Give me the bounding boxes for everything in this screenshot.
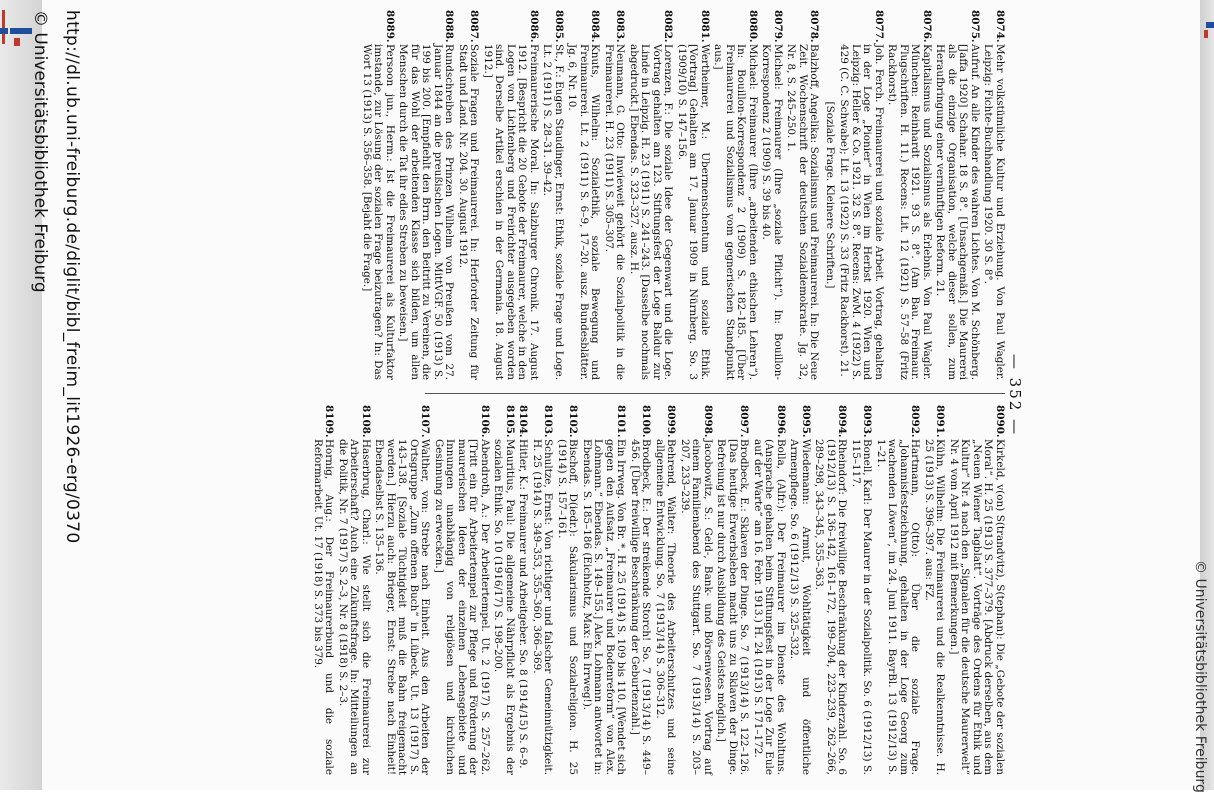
- entry-text: Walther, von: Strebe nach Einheit. Aus den Arbeiten der Ortsgruppe „Zum offenen Buch“ in Lübeck. Ut. 13 (1917) S. 143–138. [Soziale Tüchtigkeit muß die Bahn freigemacht werden.] Hierzu auch: Brieger, Ernst: Strebe nach Einheit! Ebendaselbst S. 135–136.: [373, 439, 432, 775]
- entry-number: 8089.: [384, 10, 396, 43]
- bibliography-entry: [679, 405, 714, 775]
- entry-text: Rundschreiben des Prinzen Wilhelm von Preußen vom 27. Januar 1844 an die preußischen Logen. MittVGF. 50 (1913) S. 199 bis 200. [Empfiehlt den Brrn. den Beitritt zu Vereinen, die für das Wohl der arbeitenden Klasse sich bilden, um allen Menschen durch die Tat ihr edles Streben zu beweisen.]: [397, 44, 456, 380]
- section-heading: [824, 10, 836, 380]
- column-divider: [425, 393, 1005, 394]
- entry-text: Ein Irrweg. Von Br. *. H. 25 (1914) S. 109 bis 110. [Wendet sich gegen den Aufsatz „Freimaurer und Bodenreform“ von Alex. Lohmann.“ Ebendas. S. 149–155.] Alex. Lohmann antwortet in: Ebendas. S. 185–186 (Eichholtz, Max: Ein Irrweg!).: [581, 439, 628, 775]
- entry-number: 8087.: [468, 10, 481, 43]
- entry-text: Wertheimer, M.: Ubermenschentum und soziale Ethik. [Vortrag] Gehalten am 17. Januar 1909 in Nürnberg. So. 3 (1909/10) S. 147–156.: [676, 44, 711, 380]
- entry-text: Hornig, Aug.: Der Freimaurerbund und die soziale Reformarbeit. Ut. 17 (1918) S. 373 bis 379.: [312, 439, 336, 775]
- entry-text: Balzhoff, Angelika: Sozialismus und Freimaurerei. In: Die Neue Zeit. Wochenschrift der deutschen Sozialdemokratie. Jg. 32, Nr. 8, S. 245–250. 1.: [785, 44, 821, 380]
- entry-text: Freimaurerische Moral. In: Salzburger Chronik. 17. August 1912. [Bespricht die 20 Gebote der Freimaurer, welche in den Logen von Lichtenberg und Freirichter ausgegeben worden sind. Derselbe Artikel erschien in der Germania. 18. August 1912.]: [482, 44, 540, 380]
- bibliography-entry: [923, 405, 946, 775]
- bibliography-entry: [517, 405, 529, 775]
- bibliography-entry: [760, 10, 783, 380]
- entry-number: 8092.: [909, 405, 922, 438]
- bibliography-entry: [457, 10, 480, 380]
- entry-number: 8094.: [836, 405, 849, 438]
- entry-number: 8081.: [699, 10, 711, 43]
- entry-number: 8074.: [994, 10, 1006, 43]
- bibliography-entry: [312, 405, 335, 775]
- entry-text: Abendroth, A.: Der Arbeitertempel. Ut. 2 (1917) S. 257–262. [Tritt ein für Arbeitertempel zur Pflege und Förderung der maurerischen Ideen der einzelnen Lebensgebiete und Innungen unabhängig von religiösen und kirchlichen Gesinnung zu erwecken.]: [433, 439, 491, 775]
- bibliography-entry: [603, 10, 626, 380]
- bibliography-entry: [948, 405, 1006, 775]
- entry-text: Haserbrug, Charl.: Wie stellt sich die Freimaurerei zur Arbeiterschaft? Auch eine Zukunftsfrage. In: Mitteilungen an die Politik, Nr. 7 (1917) S. 2–3, Nr. 8 (1918) S. 2–3.: [337, 439, 372, 775]
- bibliography-entry: [715, 405, 750, 775]
- entry-number: 8105.: [504, 405, 516, 438]
- entry-text: Mauritius, Paul: Die allgemeine Nährpflicht als Ergebnis der sozialen Ethik. So. 10 (1916/17) S. 198–200.: [492, 439, 516, 775]
- entry-text: Hitler, K.: Freimaurer und Arbeitgeber. So. 8 (1914/15) S. 6–9.: [517, 439, 530, 769]
- bibliography-entry: [373, 405, 431, 775]
- bibliography-entry: [982, 10, 1005, 380]
- entry-number: 8082.: [662, 10, 675, 43]
- entry-text: Behrend, Walter: Theorie des Arbeiterschutzes und seine allgemeine Entwicklung. So. 7 (1913/14) S. 306–312.: [654, 439, 678, 775]
- source-url[interactable]: http://dl.ub.uni-freiburg.de/diglit/bibl_freim_lit1926-erg/0370: [62, 10, 82, 544]
- right-column: [75, 405, 1005, 775]
- entry-text: Neumann, G. Otto: Inwieweit gehört die Sozialpolitik in die Freimaurerei. H. 23 (1911) S. 305–307.: [603, 44, 627, 380]
- entry-text: Bonell, Karl: Der Maurer in der Sozialpolitik. So. 6 (1912/13) S. 115–117.: [850, 439, 874, 775]
- entry-text: Soziale Fragen und Freimaurerei. In: Herforder Zeitung für Stadt und Land. Nr. 204. 30. August 1912.: [457, 44, 481, 380]
- bibliography-entry: [628, 10, 674, 380]
- bibliography-entry: [875, 405, 921, 775]
- entry-number: 8088.: [443, 10, 456, 43]
- bibliography-entry: [654, 405, 677, 775]
- bibliography-entry: [337, 405, 372, 775]
- entry-text: Michael: Freimaurer (Ihre „arbeitenden ethischen Lehren“). In: Bouillon-Korrespondenz 2 (1909) S. 182–185. [Über Freimaurerei und Sozialismus vom gegnerischen Standpunkt aus.]: [712, 44, 759, 380]
- bibliography-entry: [397, 10, 455, 380]
- bibliography-entry: [838, 10, 884, 380]
- bibliography-entry: [886, 10, 932, 380]
- entry-number: 8109.: [323, 405, 336, 438]
- entry-number: 8085.: [553, 10, 565, 43]
- page-number: — 352 —: [1006, 353, 1024, 437]
- entry-number: 8077.: [873, 10, 885, 43]
- entry-text: Knuts, Wilhelm: Sozialethik, soziale Bewegung und Freimaurerei. Lt. 2 (1911) S. 6–9, 17–20. ausz. Bundesblätter. Jg. 6, Nr. 10.: [566, 44, 602, 380]
- entry-text: Bischoff, D(iedr.): Sakularismus und Sozialreligion. H. 25 (1914) S. 157–161.: [556, 439, 580, 775]
- entry-number: 8095.: [800, 405, 812, 438]
- entry-text: Aufruf. An alle Kinder des wahren Lichtes. Von M. Schönberg. [Jaffa 1920] Schahar. 18 S. 8°. [Unsachgemäß.] Die Maurerei als die einzige Organisation, welche dieser sollen, zum Heraufbringung einer vernünftigen Reform. 21.: [934, 44, 981, 380]
- rotated-page-content: [30, 0, 1208, 793]
- left-column: [75, 10, 1005, 380]
- bibliography-entry: [566, 10, 601, 380]
- entry-number: 8101.: [615, 405, 628, 438]
- bibliography-entry: [531, 405, 554, 775]
- bibliography-entry: [361, 10, 396, 380]
- bibliography-entry: [676, 10, 711, 380]
- entry-number: 8075.: [969, 10, 981, 43]
- bibliography-entry: [850, 405, 873, 775]
- entry-number: 8083.: [614, 10, 627, 43]
- entry-number: 8078.: [808, 10, 821, 43]
- entry-text: Kühn, Wilhelm: Die Freimaurerei und die Realkenntnisse. H. 25 (1913) S. 396–397. aus: FZ.: [923, 439, 947, 775]
- bibliography-entry: [581, 405, 627, 775]
- bibliography-entry: [785, 10, 820, 380]
- entry-text: Hartmann, O(tto): Über die soziale Frage. „Johannisfestzeichnung, gehalten in der Loge Georg zum wachenden Löwen“, im 24. Juni 1911. BayrBl. 13 (1912/13) S. 1–21.: [875, 439, 922, 775]
- entry-number: 8097.: [738, 405, 751, 438]
- section-heading-text: [Soziale Frage. Kleinere Schriften.]: [824, 101, 836, 289]
- entry-number: 8080.: [747, 10, 759, 43]
- bibliography-entry: [712, 10, 758, 380]
- entry-text: Bolla, (Alfr.): Der Freimaurer im Dienste des Wohltuns. (Ansprache gehalten beim Stiftungsfest in der Loge Zur Eule auf der Warte“ am 16. Febr. 1913.) H. 24 (1913) S. 171–172.: [752, 439, 787, 775]
- bibliography-entry: [492, 405, 515, 775]
- entry-text: Lorenzen, F.: Die soziale Idee der Gegenwart und die Loge. Vortrag gehalten am 123. Stiftungsfest der Loge Baldur zur Linde in Leipzig. H. 23 (1911) S. 241–243. [Dasselbe nochmals abgedruckt.] Ebendas. S. 323–327. ausz. H.: [628, 44, 675, 380]
- entry-number: 8100.: [640, 405, 653, 438]
- entry-number: 8106.: [479, 405, 491, 438]
- entry-number: 8099.: [665, 405, 678, 438]
- entry-text: Persoon jun., Herm.: Ist die Freimaurerei als Kulturfaktor imstande, zur Lösung der sozialen Frage beizutragen? In: Das Wort 13 (1913) S. 356–358. [Bejaht die Frage.]: [361, 44, 396, 380]
- entry-text: Joh. Ferch. Freimaurerei und soziale Arbeit. Vortrag, gehalten in der Loge „Pionier“ in Wien im Herbst 1920. Wien und Leipzig: Heller & Co. 1921. 32 S. 8°. Recens: ZwM. 4 (1922) S. 429 (C. C. Schwabe); Lit. 13 (1922) S. 33 (Fritz Rackhorst). 21.: [838, 44, 885, 380]
- entry-number: 8086.: [528, 10, 540, 43]
- entry-number: 8104.: [517, 405, 530, 438]
- entry-number: 8079.: [772, 10, 784, 43]
- entry-text: Jacobowitz, S.: Geld-, Bank- und Börsenwesen. Vortrag auf einem Familienabend des Stuttgart. So. 7 (1913/14) S. 203–207, 233–239.: [679, 439, 714, 775]
- scanned-page: [30, 0, 1208, 793]
- entry-number: 8103.: [542, 405, 555, 438]
- entry-number: 8091.: [934, 405, 947, 438]
- entry-number: 8107.: [419, 405, 432, 438]
- bibliography-entry: [629, 405, 652, 775]
- bibliography-entry: [541, 10, 564, 380]
- entry-number: 8084.: [589, 10, 602, 43]
- entry-number: 8096.: [775, 405, 787, 438]
- entry-text: Mehr volkstümliche Kultur und Erziehung. Von Paul Wagler. Leipzig: Fichte-Buchhandlung 1920. 30 S. 8°.: [982, 44, 1006, 380]
- entry-text: Wiedemann: Armut, Wohltätigkeit und öffentliche Armenpflege. So. 6 (1912/13) S. 325–332.: [788, 439, 812, 775]
- entry-number: 8108.: [360, 405, 372, 438]
- bibliography-entry: [556, 405, 579, 775]
- bibliography-entry: [813, 405, 848, 775]
- entry-text: Brodbeck, E.: Der streikende Storch! So. 7 (1913/14) S. 449–456. [Über freiwillige Beschränkung der Geburtenzahl.]: [629, 439, 653, 775]
- entry-text: Michael: Freimaurer (Ihre „soziale Pflicht“). In: Bouillon-Korrespondenz 2 (1909) S. 39 bis 40.: [760, 44, 784, 380]
- copyright-notice-top: © Universitätsbibliothek Freiburg: [1192, 560, 1208, 793]
- copyright-notice: © Universitätsbibliothek Freiburg: [30, 10, 50, 293]
- bibliography-entry: [482, 10, 540, 380]
- entry-text: Brodbeck, E.: Sklaven der Dinge. So. 7 (1913/14) S. 122–126. [Das heutige Erwerbsleben macht uns zu Sklaven der Dinge. Befreiung ist nur durch Ausbildung des Geistes möglich.]: [715, 439, 751, 775]
- entry-number: 8090.: [994, 405, 1006, 438]
- entry-number: 8076.: [921, 10, 933, 43]
- entry-number: 8102.: [567, 405, 580, 438]
- entry-number: 8098.: [702, 405, 714, 438]
- library-logo-icon: [1204, 20, 1214, 40]
- entry-text: Rheindorf: Die freiwillige Beschränkung der Kinderzahl. So. 6 (1912/13) S. 136–142, 161–172, 199–204, 223–239, 262–266, 289–298, 343–345, 355–363.: [813, 439, 849, 775]
- bibliography-entry: [752, 405, 787, 775]
- entry-text: St., F.: Eugen Staudinger, Ernst: Ethik, soziale Frage und Loge. Lt. 2 (1911) S. 28–31. 39–42.: [541, 44, 565, 380]
- bibliography-entry: [934, 10, 980, 380]
- entry-number: 8093.: [861, 405, 874, 438]
- bibliography-entry: [433, 405, 491, 775]
- bibliography-entry: [788, 405, 811, 775]
- entry-text: Kirkeld, v(on) S(trandvitz), S(tephan): Die „Gebote der sozialen Moral“. H. 25 (1913) S. 377–379. [Abdruck derselben, aus dem „Neuen Wiener Tagblatt“. Vorträge des Ordens für Ethik und Kultur“ Nr. 4 nach den „Signalen für die deutsche Maurerwelt“ Nr. 4 vom April 1912 mit Bemerkungen.]: [948, 439, 1006, 775]
- entry-text: Schultze, Ernst: Von richtiger und falscher Gemeinnützigkeit. H. 25 (1914) S. 349–353, 355–360, 366–369.: [531, 439, 555, 775]
- entry-text: Kapitalismus und Sozialismus als Erlebnis. Von Paul Wagler. München: Reinhardt 1921. 93 S. 8°. (Am Bau. Freimaur. Flugschriften. H. 11.) Recens: Lit. 12 (1921) S. 57–58 (Fritz Rackhorst).: [886, 44, 933, 380]
